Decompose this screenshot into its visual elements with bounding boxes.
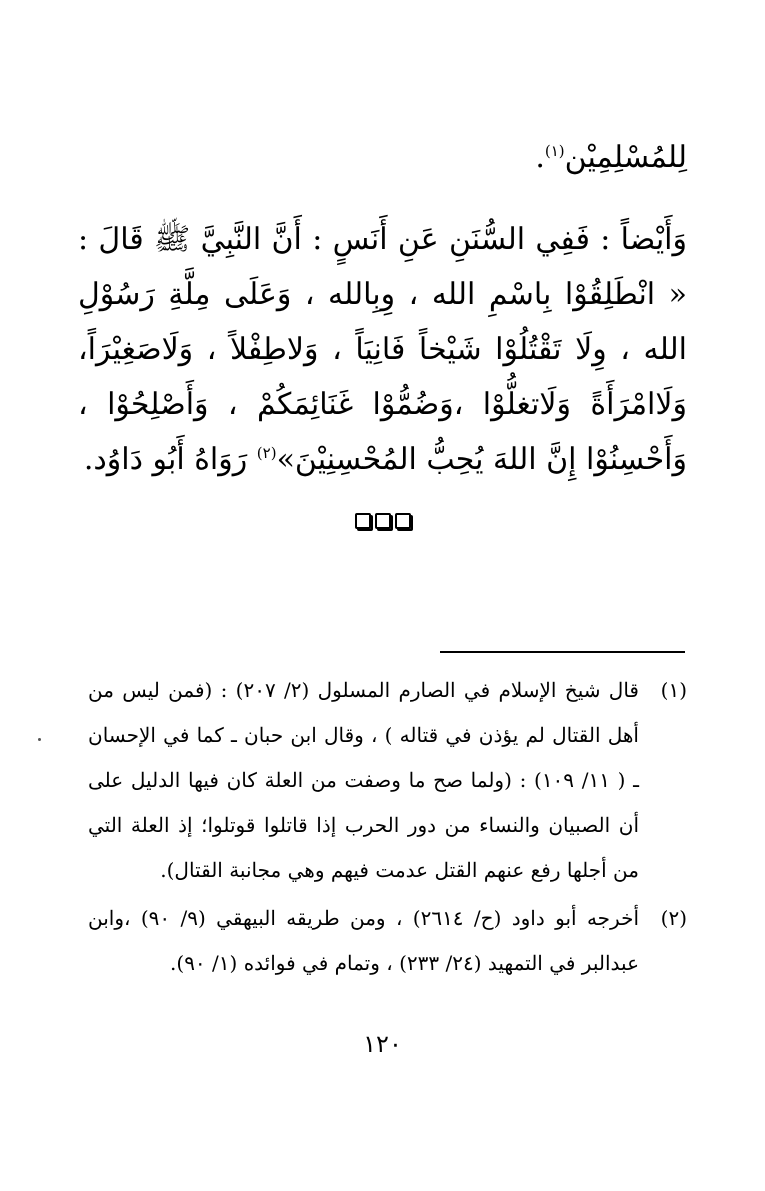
footnote-text: أخرجه أبو داود (ح/ ٢٦١٤) ، ومن طريقه البيهقي (٩/ ٩٠) ،وابن عبدالبر في التمهيد (٢٤/ ٢٣٣) ، وتمام في فوائده (١/ ٩٠).: [88, 906, 639, 975]
footnote-2: [88, 896, 687, 986]
hadith-paragraph: [78, 212, 687, 487]
footnote-ref-2: (٢): [256, 444, 277, 462]
hadith-source: رَوَاهُ أَبُو دَاوُد.: [83, 442, 257, 477]
continued-line: [78, 138, 687, 178]
footnote-text: قال شيخ الإسلام في الصارم المسلول (٢/ ٢٠٧) : (فمن ليس من أهل القتال لم يؤذن في قتاله ) ، وقال ابن حبان ـ كما في الإحسان ـ ( ١١/ ١٠٩) : (ولما صح ما وصفت من العلة كان فيها الدليل على أن الصبيان والنساء من دور الحرب إذا قاتلوا قوتلوا؛ إذ العلة التي من أجلها رفع عنهم القتل عدمت فيهم وهي مجانبة القتال).: [88, 678, 639, 882]
divider-box-icon: [395, 513, 411, 529]
footnote-separator: [440, 651, 685, 653]
hadith-text: وَأَيْضاً : فَفِي السُّنَنِ عَنِ أَنَسٍ : أَنَّ النَّبِيَّ ﷺ قَالَ : « انْطَلِقُوْا بِاسْمِ الله ، وِبِالله ، وَعَلَى مِلَّةِ رَسُوْلِ الله ، وِلَا تَقْتُلُوْا شَيْخاً فَانِيَاً ، وَلاطِفْلاً ، وَلَاصَغِيْرَاً، وَلَاامْرَأَةً وَلَاتغلُّوْا ،وَضُمُّوْا غَنَائِمَكُمْ ، وَأَصْلِحُوْا ، وَأَحْسِنُوْا إِنَّ اللهَ يُحِبُّ المُحْسِنِيْنَ»: [78, 222, 687, 477]
page-number: ١٢٠: [363, 1030, 402, 1058]
scan-speck: [38, 738, 41, 741]
section-divider: [0, 513, 765, 529]
sentence-end: .: [535, 140, 545, 175]
divider-box-icon: [375, 513, 391, 529]
continued-word: لِلمُسْلِمِيْن: [564, 140, 687, 175]
footnote-1: [88, 668, 687, 893]
footnote-ref-1: (١): [544, 142, 565, 160]
footnote-number: (٢): [660, 906, 687, 930]
footnote-number: (١): [660, 678, 687, 702]
divider-box-icon: [355, 513, 371, 529]
